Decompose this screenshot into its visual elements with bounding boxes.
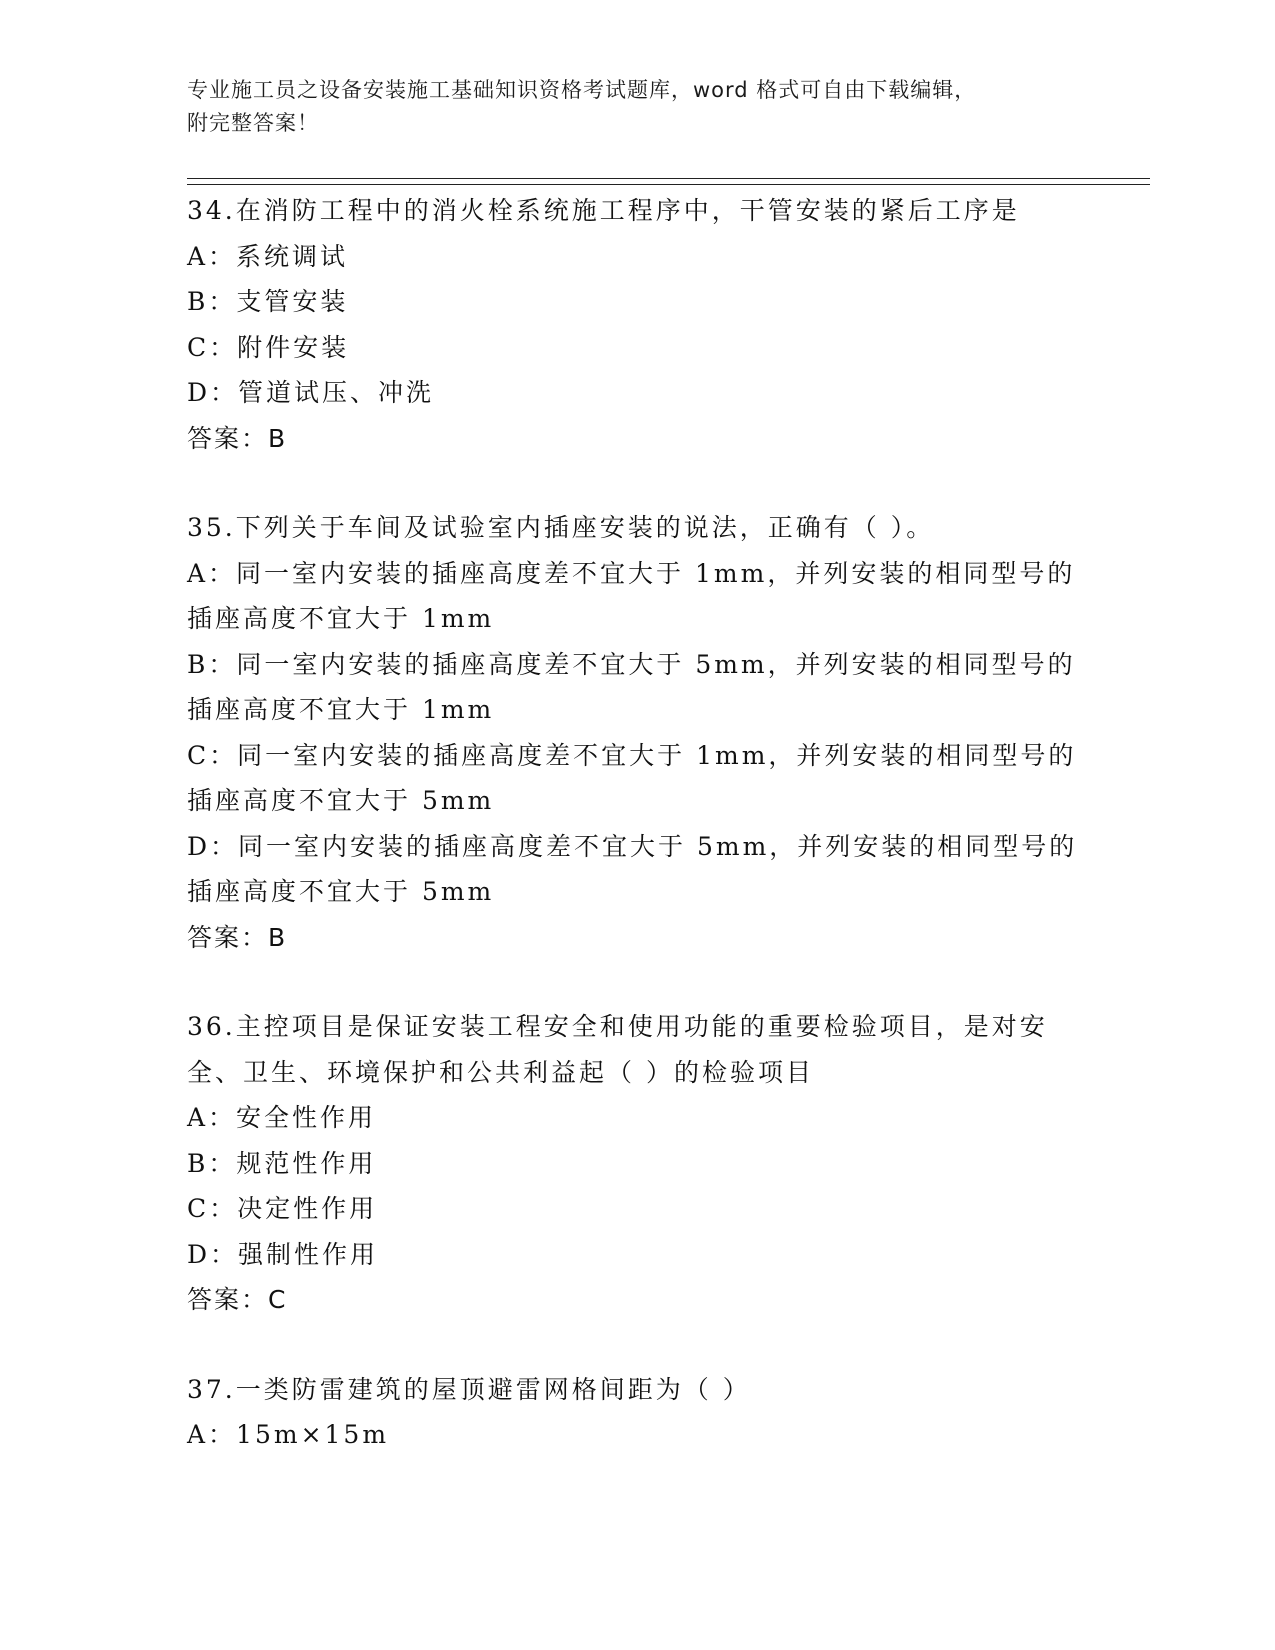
answer-option: D：管道试压、冲洗 — [187, 378, 435, 407]
answer-option: 插座高度不宜大于 1mm — [187, 604, 495, 633]
answer-option: B：规范性作用 — [187, 1148, 377, 1178]
question-stem: 37.一类防雷建筑的屋顶避雷网格间距为（ ） — [187, 1374, 751, 1404]
question-block — [187, 1367, 1087, 1458]
header-line-2: 附完整答案！ — [187, 111, 319, 135]
question-stem: 35.下列关于车间及试验室内插座安装的说法，正确有（ ）。 — [187, 513, 935, 542]
question-block — [187, 1004, 1087, 1323]
question-stem: 34.在消防工程中的消火栓系统施工程序中，干管安装的紧后工序是 — [187, 196, 1020, 225]
answer-option: 插座高度不宜大于 5mm — [187, 877, 495, 906]
answer-option: C：决定性作用 — [187, 1194, 378, 1223]
answer-option: B：同一室内安装的插座高度差不宜大于 5mm，并列安装的相同型号的 — [187, 649, 1076, 679]
answer-option: A：15m×15m — [187, 1420, 390, 1449]
answer-option: C：附件安装 — [187, 332, 350, 362]
question-block — [187, 505, 1087, 960]
answer-option: A：同一室内安装的插座高度差不宜大于 1mm，并列安装的相同型号的 — [187, 558, 1076, 588]
answer-option: B：支管安装 — [187, 287, 349, 316]
question-list — [187, 188, 1087, 1502]
correct-answer: 答案：B — [187, 922, 288, 952]
correct-answer: 答案：C — [187, 1285, 288, 1314]
question-stem: 全、卫生、环境保护和公共利益起（ ）的检验项目 — [187, 1057, 814, 1087]
answer-option: 插座高度不宜大于 5mm — [187, 786, 495, 815]
answer-option: D：同一室内安装的插座高度差不宜大于 5mm，并列安装的相同型号的 — [187, 831, 1078, 861]
answer-option: C：同一室内安装的插座高度差不宜大于 1mm，并列安装的相同型号的 — [187, 740, 1077, 770]
answer-option: 插座高度不宜大于 1mm — [187, 695, 495, 724]
header-divider-top — [187, 178, 1150, 179]
question-block — [187, 188, 1087, 461]
header-divider-bottom — [187, 184, 1150, 185]
answer-option: A：安全性作用 — [187, 1103, 377, 1132]
document-header — [187, 74, 1067, 140]
answer-option: D：强制性作用 — [187, 1239, 379, 1269]
question-stem: 36.主控项目是保证安装工程安全和使用功能的重要检验项目，是对安 — [187, 1012, 1048, 1041]
header-line-1: 专业施工员之设备安装施工基础知识资格考试题库，word 格式可自由下载编辑， — [187, 78, 977, 102]
answer-option: A：系统调试 — [187, 241, 349, 271]
correct-answer: 答案：B — [187, 423, 288, 453]
